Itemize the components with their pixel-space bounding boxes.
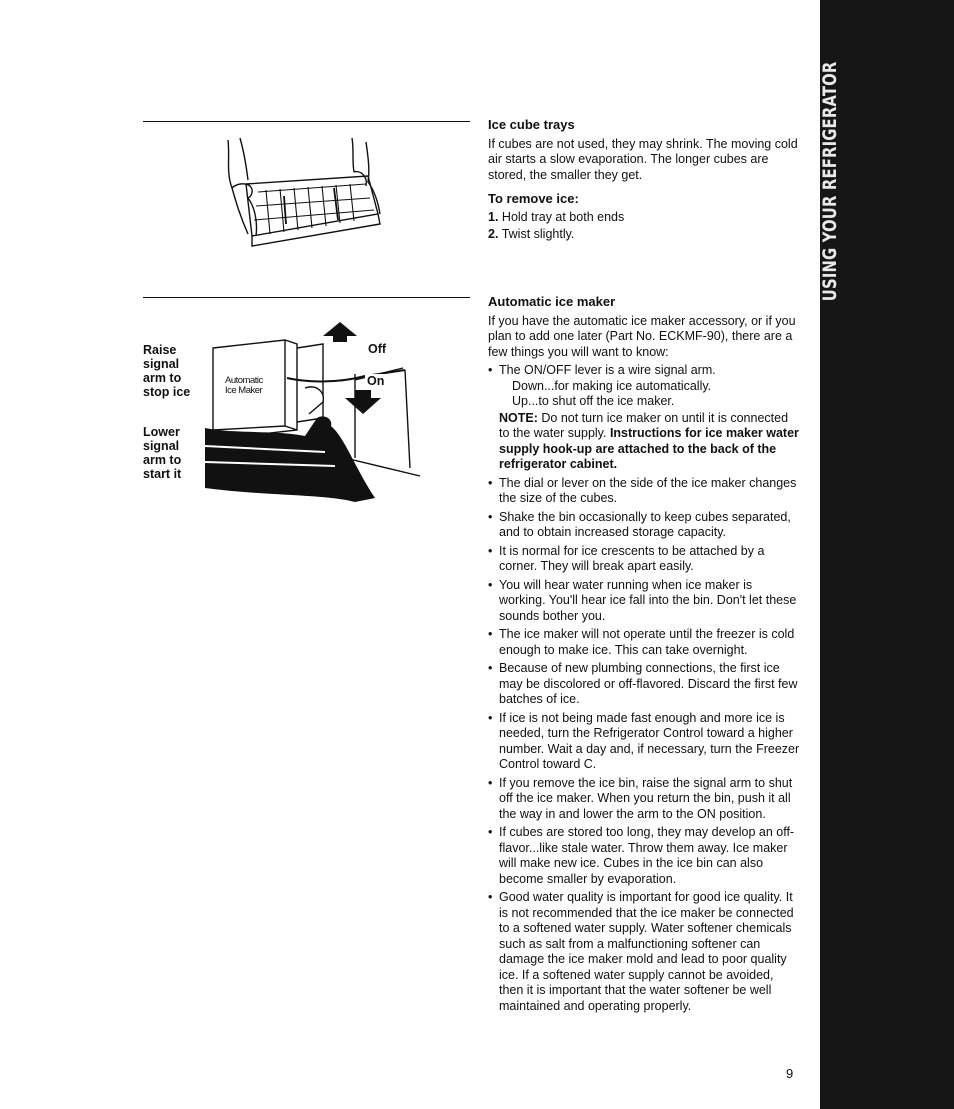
icemaker-box-label: Automatic Ice Maker (225, 375, 263, 396)
list-item: • Because of new plumbing connections, the first ice may be discolored or off-flavored. Discard the first few batches of ice. (488, 661, 800, 708)
ice-tray-illustration (218, 136, 388, 256)
list-item: • The ON/OFF lever is a wire signal arm. (488, 363, 800, 379)
ice-maker-illustration (205, 318, 425, 513)
list-item: • If cubes are stored too long, they may develop an off-flavor...like stale water. Throw them away. Ice maker will make new ice. Cubes in the ice bin can also become smaller by evaporation. (488, 825, 800, 887)
middle-rule (143, 297, 470, 298)
arrow-down-icon (345, 390, 381, 414)
on-label: On (367, 374, 385, 388)
page-number: 9 (786, 1066, 794, 1081)
automatic-ice-maker-section (488, 294, 800, 1014)
list-item: • If you remove the ice bin, raise the signal arm to shut off the ice maker. When you return the bin, push it all the way in and lower the arm to the ON position. (488, 776, 800, 823)
caption-raise-arm: Raise signal arm to stop ice (143, 343, 191, 399)
ice-cube-trays-heading: Ice cube trays (488, 117, 575, 132)
automatic-ice-maker-heading: Automatic ice maker (488, 294, 616, 309)
list-item: • Shake the bin occasionally to keep cubes separated, and to obtain increased storage capacity. (488, 510, 800, 541)
ice-cube-trays-section (488, 117, 800, 245)
remove-ice-heading: To remove ice: (488, 191, 579, 206)
remove-step: 2. Twist slightly. (488, 227, 575, 241)
list-item: • You will hear water running when ice maker is working. You'll hear ice fall into the bin. Don't let these sounds bother you. (488, 578, 800, 625)
section-side-tab-label: USING YOUR REFRIGERATOR (819, 61, 841, 302)
top-rule (143, 121, 470, 122)
remove-step: 1. Hold tray at both ends (488, 209, 625, 224)
lever-down-text: Down...for making ice automatically. (512, 378, 712, 393)
list-item: • It is normal for ice crescents to be attached by a corner. They will break apart easily. (488, 544, 800, 575)
list-item: • The ice maker will not operate until the freezer is cold enough to make ice. This can take overnight. (488, 627, 800, 658)
lever-up-text: Up...to shut off the ice maker. (512, 394, 675, 408)
arrow-up-icon (323, 322, 357, 342)
list-item: • The dial or lever on the side of the ice maker changes the size of the cubes. (488, 476, 800, 507)
list-item: • If ice is not being made fast enough and more ice is needed, turn the Refrigerator Control toward a higher number. Wait a day and, if necessary, turn the Freezer Control toward C. (488, 711, 800, 773)
note-paragraph: NOTE: Do not turn ice maker on until it is connected to the water supply. Instructions for ice maker water supply hook-up are attached to the back of the refrigerator cabinet. (499, 410, 799, 471)
ice-cube-trays-intro: If cubes are not used, they may shrink. The moving cold air starts a slow evaporation. The longer cubes are stored, the smaller they get. (488, 136, 798, 182)
caption-lower-arm: Lower signal arm to start it (143, 425, 182, 481)
list-item: • Good water quality is important for good ice quality. It is not recommended that the ice maker be connected to a softened water supply. Water softener chemicals such as salt from a malfunctioning softener can damage the ice maker mold and lead to poor quality ice. If a softened water supply cannot be avoided, then it is important that the water softener be well maintained and operating properly. (488, 890, 800, 1014)
ice-maker-intro: If you have the automatic ice maker accessory, or if you plan to add one later (Part No. ECKMF-90), there are a few things you will want to know: (488, 313, 796, 359)
off-label: Off (368, 342, 387, 356)
